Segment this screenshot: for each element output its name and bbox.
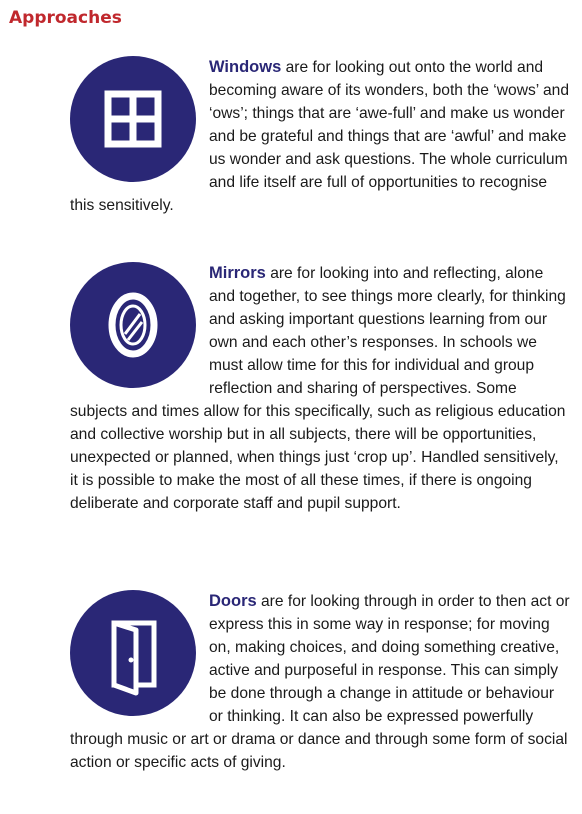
page-title: Approaches <box>9 8 122 28</box>
windows-section <box>70 56 570 217</box>
doors-heading: Doors <box>209 592 257 610</box>
mirrors-body: are for looking into and reflecting, alone and together, to see things more clearly, for thinking and asking important questions learning from our own and each other’s responses. In schools we must allow time for this for individual and group reflection and sharing of perspectives. Some subjects and times allow for this specifically, such as religious education and collective worship but in all subjects, there will be opportunities, unexpected or planned, when things just ‘crop up’. Handled sensitively, it is possible to make the most of all these times, if there is ongoing deliberate and corporate staff and pupil support. <box>70 265 566 512</box>
mirrors-heading: Mirrors <box>209 264 266 282</box>
mirror-icon <box>70 262 196 388</box>
windows-heading: Windows <box>209 58 282 76</box>
windows-body: are for looking out onto the world and becoming aware of its wonders, both the ‘wows’ and ‘ows’; things that are ‘awe-full’ and make us wonder and be grateful and things that are ‘awful’ and make us wonder and ask questions. The whole curriculum and life itself are full of opportunities to recognise this sensitively. <box>70 59 570 214</box>
doors-body: are for looking through in order to then act or express this in some way in response; for moving on, making choices, and doing something creative, active and purposeful in response. This can simply be done through a change in attitude or behaviour or thinking. It can also be expressed powerfully through music or art or drama or dance and through some form of social action or specific acts of giving. <box>70 593 570 771</box>
mirrors-section <box>70 262 570 515</box>
window-icon <box>70 56 196 182</box>
door-icon-graphic <box>70 590 196 716</box>
mirror-icon-graphic <box>70 262 196 388</box>
door-icon <box>70 590 196 716</box>
window-icon-graphic <box>70 56 196 182</box>
doors-section <box>70 590 570 774</box>
